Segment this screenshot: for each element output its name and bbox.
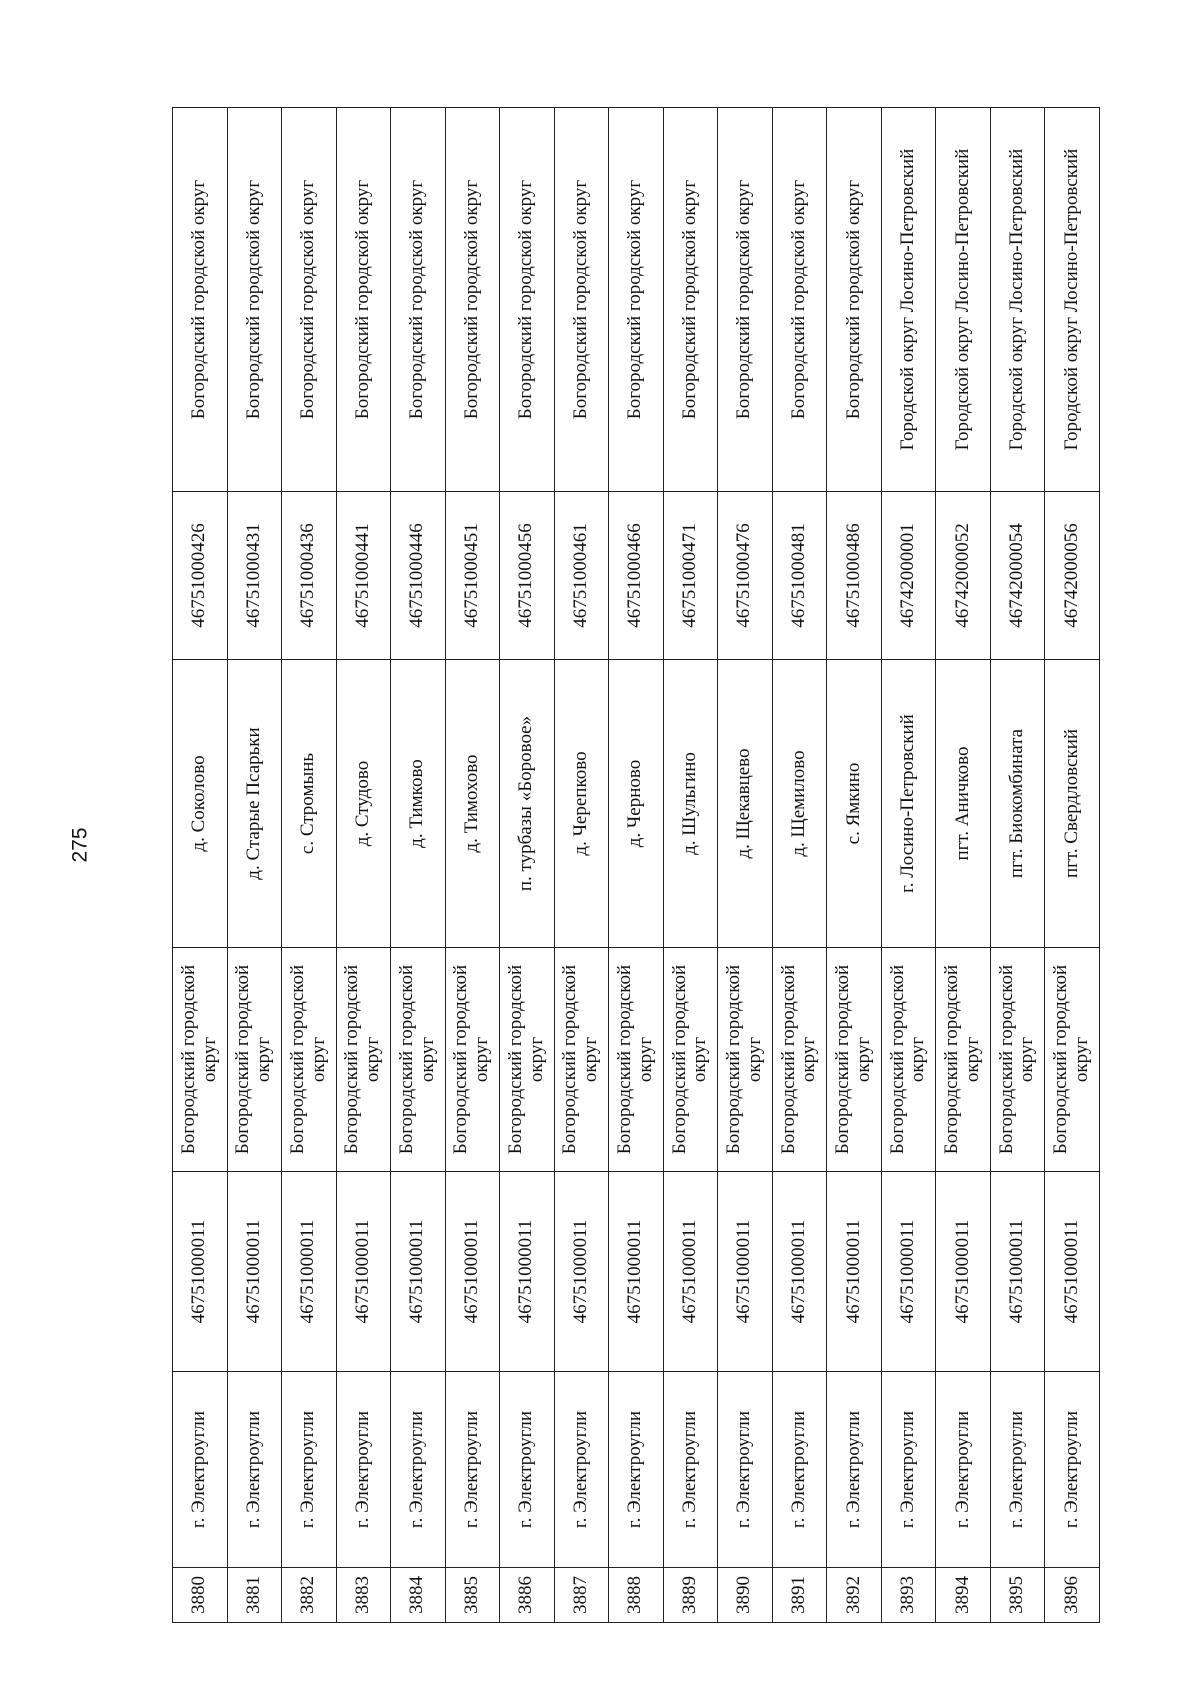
table-row: [827, 108, 882, 1623]
settlement-code-cell: 46751000456: [500, 492, 555, 660]
code-cell: 46751000011: [772, 1172, 827, 1372]
row-number-cell: 3885: [445, 1568, 500, 1623]
settlement-cell: д. Тимково: [391, 660, 446, 948]
settlement-cell: пгт. Биокомбината: [990, 660, 1045, 948]
district-cell: Богородский городской округ: [391, 948, 446, 1172]
settlement-cell: д. Щемилово: [772, 660, 827, 948]
settlement-district-cell: Богородский городской округ: [445, 108, 500, 492]
table-row: [336, 108, 391, 1623]
code-cell: 46751000011: [827, 1172, 882, 1372]
city-cell: г. Электроугли: [827, 1372, 882, 1568]
district-cell: Богородский городской округ: [554, 948, 609, 1172]
settlement-district-cell: Городской округ Лосино-Петровский: [881, 108, 936, 492]
code-cell: 46751000011: [1045, 1172, 1100, 1372]
city-cell: г. Электроугли: [936, 1372, 991, 1568]
settlement-district-cell: Богородский городской округ: [173, 108, 228, 492]
district-cell: Богородский городской округ: [1045, 948, 1100, 1172]
settlement-cell: д. Студово: [336, 660, 391, 948]
settlement-district-cell: Богородский городской округ: [336, 108, 391, 492]
table-row: [445, 108, 500, 1623]
row-number-cell: 3883: [336, 1568, 391, 1623]
settlement-code-cell: 46751000451: [445, 492, 500, 660]
city-cell: г. Электроугли: [336, 1372, 391, 1568]
district-cell: Богородский городской округ: [227, 948, 282, 1172]
code-cell: 46751000011: [609, 1172, 664, 1372]
table-row: [772, 108, 827, 1623]
table-row: [609, 108, 664, 1623]
table-row: [936, 108, 991, 1623]
code-cell: 46751000011: [445, 1172, 500, 1372]
code-cell: 46751000011: [173, 1172, 228, 1372]
settlement-district-cell: Богородский городской округ: [282, 108, 337, 492]
district-cell: Богородский городской округ: [609, 948, 664, 1172]
table-row: [500, 108, 555, 1623]
district-cell: Богородский городской округ: [772, 948, 827, 1172]
city-cell: г. Электроугли: [282, 1372, 337, 1568]
table-row: [1045, 108, 1100, 1623]
row-number-cell: 3884: [391, 1568, 446, 1623]
city-cell: г. Электроугли: [663, 1372, 718, 1568]
settlement-code-cell: 46751000426: [173, 492, 228, 660]
district-cell: Богородский городской округ: [827, 948, 882, 1172]
settlement-cell: п. турбазы «Боровое»: [500, 660, 555, 948]
settlement-code-cell: 46751000476: [718, 492, 773, 660]
code-cell: 46751000011: [227, 1172, 282, 1372]
settlement-district-cell: Богородский городской округ: [827, 108, 882, 492]
settlement-cell: д. Черново: [609, 660, 664, 948]
settlement-district-cell: Богородский городской округ: [500, 108, 555, 492]
code-cell: 46751000011: [336, 1172, 391, 1372]
settlement-code-cell: 46742000001: [881, 492, 936, 660]
settlement-cell: с. Ямкино: [827, 660, 882, 948]
table-container: [172, 108, 1100, 1623]
settlement-district-cell: Богородский городской округ: [554, 108, 609, 492]
code-cell: 46751000011: [391, 1172, 446, 1372]
settlement-district-cell: Городской округ Лосино-Петровский: [1045, 108, 1100, 492]
row-number-cell: 3880: [173, 1568, 228, 1623]
row-number-cell: 3890: [718, 1568, 773, 1623]
settlement-cell: д. Соколово: [173, 660, 228, 948]
table-row: [391, 108, 446, 1623]
settlement-district-cell: Городской округ Лосино-Петровский: [990, 108, 1045, 492]
settlement-code-cell: 46751000486: [827, 492, 882, 660]
code-cell: 46751000011: [554, 1172, 609, 1372]
page-number-text: 275: [68, 827, 92, 863]
table-body: [173, 108, 1100, 1623]
district-cell: Богородский городской округ: [936, 948, 991, 1172]
table-row: [990, 108, 1045, 1623]
table-row: [173, 108, 228, 1623]
settlement-cell: д. Старые Псарьки: [227, 660, 282, 948]
settlement-code-cell: 46751000471: [663, 492, 718, 660]
table-row: [227, 108, 282, 1623]
city-cell: г. Электроугли: [772, 1372, 827, 1568]
settlement-cell: с. Стромынь: [282, 660, 337, 948]
code-cell: 46751000011: [500, 1172, 555, 1372]
table-row: [554, 108, 609, 1623]
row-number-cell: 3888: [609, 1568, 664, 1623]
city-cell: г. Электроугли: [990, 1372, 1045, 1568]
settlement-cell: г. Лосино-Петровский: [881, 660, 936, 948]
settlement-cell: д. Щекавцево: [718, 660, 773, 948]
row-number-cell: 3895: [990, 1568, 1045, 1623]
row-number-cell: 3892: [827, 1568, 882, 1623]
settlement-code-cell: 46751000446: [391, 492, 446, 660]
row-number-cell: 3887: [554, 1568, 609, 1623]
settlement-code-cell: 46742000056: [1045, 492, 1100, 660]
row-number-cell: 3893: [881, 1568, 936, 1623]
settlement-code-cell: 46742000052: [936, 492, 991, 660]
code-cell: 46751000011: [663, 1172, 718, 1372]
row-number-cell: 3889: [663, 1568, 718, 1623]
row-number-cell: 3881: [227, 1568, 282, 1623]
settlements-table: [172, 107, 1100, 1623]
district-cell: Богородский городской округ: [881, 948, 936, 1172]
district-cell: Богородский городской округ: [282, 948, 337, 1172]
table-row: [282, 108, 337, 1623]
code-cell: 46751000011: [282, 1172, 337, 1372]
settlement-code-cell: 46751000461: [554, 492, 609, 660]
district-cell: Богородский городской округ: [500, 948, 555, 1172]
settlement-district-cell: Богородский городской округ: [663, 108, 718, 492]
city-cell: г. Электроугли: [609, 1372, 664, 1568]
settlement-cell: пгт. Свердловский: [1045, 660, 1100, 948]
table-row: [881, 108, 936, 1623]
settlement-code-cell: 46751000441: [336, 492, 391, 660]
settlement-district-cell: Богородский городской округ: [391, 108, 446, 492]
city-cell: г. Электроугли: [554, 1372, 609, 1568]
code-cell: 46751000011: [881, 1172, 936, 1372]
city-cell: г. Электроугли: [173, 1372, 228, 1568]
row-number-cell: 3886: [500, 1568, 555, 1623]
settlement-cell: пгт. Аничково: [936, 660, 991, 948]
page-number: [61, 820, 101, 870]
settlement-code-cell: 46751000431: [227, 492, 282, 660]
settlement-district-cell: Богородский городской округ: [718, 108, 773, 492]
district-cell: Богородский городской округ: [663, 948, 718, 1172]
row-number-cell: 3894: [936, 1568, 991, 1623]
city-cell: г. Электроугли: [881, 1372, 936, 1568]
settlement-cell: д. Тимохово: [445, 660, 500, 948]
settlement-district-cell: Богородский городской округ: [772, 108, 827, 492]
city-cell: г. Электроугли: [718, 1372, 773, 1568]
table-row: [663, 108, 718, 1623]
settlement-code-cell: 46751000481: [772, 492, 827, 660]
settlement-cell: д. Шульгино: [663, 660, 718, 948]
settlement-district-cell: Богородский городской округ: [227, 108, 282, 492]
district-cell: Богородский городской округ: [445, 948, 500, 1172]
settlement-code-cell: 46742000054: [990, 492, 1045, 660]
district-cell: Богородский городской округ: [718, 948, 773, 1172]
settlement-code-cell: 46751000436: [282, 492, 337, 660]
city-cell: г. Электроугли: [1045, 1372, 1100, 1568]
city-cell: г. Электроугли: [391, 1372, 446, 1568]
city-cell: г. Электроугли: [500, 1372, 555, 1568]
settlement-cell: д. Черепково: [554, 660, 609, 948]
settlement-district-cell: Богородский городской округ: [609, 108, 664, 492]
table-row: [718, 108, 773, 1623]
row-number-cell: 3896: [1045, 1568, 1100, 1623]
row-number-cell: 3891: [772, 1568, 827, 1623]
city-cell: г. Электроугли: [445, 1372, 500, 1568]
district-cell: Богородский городской округ: [336, 948, 391, 1172]
district-cell: Богородский городской округ: [990, 948, 1045, 1172]
settlement-code-cell: 46751000466: [609, 492, 664, 660]
district-cell: Богородский городской округ: [173, 948, 228, 1172]
code-cell: 46751000011: [990, 1172, 1045, 1372]
city-cell: г. Электроугли: [227, 1372, 282, 1568]
row-number-cell: 3882: [282, 1568, 337, 1623]
code-cell: 46751000011: [718, 1172, 773, 1372]
settlement-district-cell: Городской округ Лосино-Петровский: [936, 108, 991, 492]
code-cell: 46751000011: [936, 1172, 991, 1372]
